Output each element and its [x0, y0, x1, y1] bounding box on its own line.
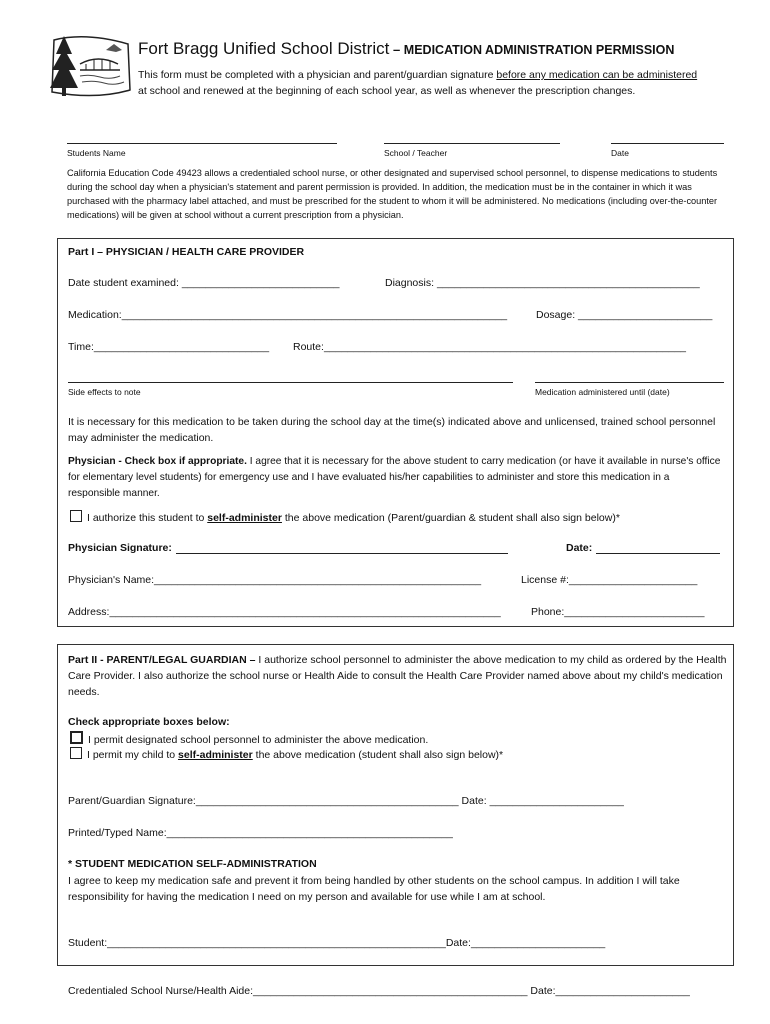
- parent-signature-field[interactable]: _____________________________________________: [195, 795, 459, 807]
- authorize-self-admin-row: [70, 510, 620, 525]
- permit-personnel-text: I permit designated school personnel to administer the above medication.: [88, 734, 429, 746]
- top-date-line[interactable]: [611, 143, 724, 144]
- medication-label: Medication:: [68, 309, 122, 321]
- part1-heading: Part I – PHYSICIAN / HEALTH CARE PROVIDER: [68, 246, 305, 258]
- printed-name-row: [68, 826, 453, 840]
- student-signature-label: Student:: [68, 937, 108, 949]
- education-code-text: California Education Code 49423 allows a credentialed school nurse, or other designated and supervised school personnel, to dispense medications to students during the school day when a physician's statement and parent permission is provided. In addition, the medication must be in the container in which it was purchased with the pharmacy label attached, and must be prescribed for the student to whom it will be administered. No medications (including over-the-counter medications) will be given at school without a current prescription from a physician.: [67, 168, 718, 220]
- part2-heading: Part II - PARENT/LEGAL GUARDIAN –: [68, 654, 259, 666]
- nurse-signature-field[interactable]: _______________________________________________: [253, 985, 528, 997]
- dosage-row: [536, 308, 712, 322]
- printed-name-label: Printed/Typed Name:: [68, 827, 167, 839]
- time-field[interactable]: ______________________________: [93, 341, 270, 353]
- school-teacher-label: School / Teacher: [384, 148, 448, 158]
- student-name-label: Students Name: [67, 148, 126, 158]
- nurse-date-field[interactable]: _______________________: [555, 985, 690, 997]
- student-name-line[interactable]: [67, 143, 337, 144]
- student-date-label: Date:: [445, 937, 471, 949]
- address-field[interactable]: ___________________________________________________________________: [109, 606, 501, 618]
- dosage-label: Dosage:: [536, 309, 579, 321]
- medication-row: [68, 308, 507, 322]
- authorize-self-admin-checkbox[interactable]: [70, 510, 82, 522]
- nurse-signature-label: Credentialed School Nurse/Health Aide:: [68, 985, 254, 997]
- physician-name-row: [68, 573, 481, 587]
- time-row: [68, 340, 269, 354]
- physician-check-heading: Physician - Check box if appropriate.: [68, 456, 247, 467]
- physician-signature-line[interactable]: [176, 553, 508, 554]
- check-boxes-heading: Check appropriate boxes below:: [68, 716, 230, 728]
- route-label: Route:: [293, 341, 324, 353]
- intro-line-2: at school and renewed at the beginning of each school year, as well as whenever the prescription changes.: [138, 85, 636, 97]
- time-label: Time:: [68, 341, 94, 353]
- parent-signature-row: [68, 794, 624, 808]
- authorize-text-a: I authorize this student to: [87, 512, 208, 524]
- phone-label: Phone:: [531, 606, 565, 618]
- physician-signature-date-label: Date:: [566, 542, 593, 554]
- medication-field[interactable]: __________________________________________________________________: [121, 309, 508, 321]
- parent-date-field[interactable]: _______________________: [489, 795, 624, 807]
- license-field[interactable]: ______________________: [568, 574, 698, 586]
- permit-personnel-row: [70, 731, 428, 747]
- address-row: [68, 605, 501, 619]
- diagnosis-label: Diagnosis:: [385, 277, 437, 289]
- license-label: License #:: [521, 574, 569, 586]
- physician-signature-label: Physician Signature:: [68, 542, 172, 554]
- side-effects-label: Side effects to note: [68, 387, 141, 397]
- permit-child-text-a: I permit my child to: [87, 749, 179, 761]
- administered-until-label: Medication administered until (date): [535, 387, 670, 397]
- diagnosis-field[interactable]: _____________________________________________: [436, 277, 700, 289]
- diagnosis-row: [385, 276, 700, 290]
- physician-check-paragraph: [68, 454, 723, 502]
- authorize-text-underlined: self-administer: [207, 512, 282, 524]
- self-admin-text: I agree to keep my medication safe and prevent it from being handled by other students on the school campus. In addition I will take responsibility for having the medication I need on my person and available for use while I am at school.: [68, 875, 680, 903]
- tree-bridge-logo-icon: [46, 30, 136, 102]
- intro-text-a: This form must be completed with a physician and parent/guardian signature: [138, 69, 497, 81]
- top-date-label: Date: [611, 148, 629, 158]
- intro-text-underlined: before any medication can be administered: [496, 69, 698, 81]
- necessity-text: It is necessary for this medication to be taken during the school day at the time(s) indicated above and unlicensed, trained school personnel may administer the medication.: [68, 416, 716, 444]
- intro-line-1: [138, 68, 697, 82]
- route-field[interactable]: ______________________________________________________________: [323, 341, 686, 353]
- form-title: MEDICATION ADMINISTRATION PERMISSION: [403, 43, 675, 57]
- permit-child-checkbox[interactable]: [70, 747, 82, 759]
- nurse-date-label: Date:: [527, 985, 556, 997]
- permit-child-text-underlined: self-administer: [178, 749, 253, 761]
- administered-until-line[interactable]: [535, 382, 724, 383]
- physician-check-text: I agree that it is necessary for the above student to carry medication (or have it available in nurse's office for elementary level students) for emergency use and I have evaluated his/her capabilities to administer and store this medication in a responsible manner.: [68, 456, 721, 499]
- physician-signature-date-line[interactable]: [596, 553, 720, 554]
- route-row: [293, 340, 686, 354]
- dosage-field[interactable]: _______________________: [578, 309, 713, 321]
- nurse-signature-row: [68, 984, 690, 998]
- form-header: [138, 38, 674, 61]
- phone-field[interactable]: ________________________: [564, 606, 705, 618]
- self-admin-heading: * STUDENT MEDICATION SELF-ADMINISTRATION: [68, 858, 317, 870]
- physician-name-field[interactable]: ________________________________________________________: [154, 574, 482, 586]
- address-label: Address:: [68, 606, 110, 618]
- parent-signature-label: Parent/Guardian Signature:: [68, 795, 196, 807]
- phone-row: [531, 605, 704, 619]
- date-examined-row: [68, 276, 340, 290]
- date-examined-field[interactable]: ___________________________: [181, 277, 340, 289]
- school-teacher-line[interactable]: [384, 143, 560, 144]
- side-effects-line[interactable]: [68, 382, 513, 383]
- student-signature-field[interactable]: __________________________________________________________: [107, 937, 446, 949]
- district-name: Fort Bragg Unified School District: [138, 39, 390, 58]
- part2-intro: [68, 652, 728, 700]
- header-dash: –: [389, 42, 404, 57]
- permit-personnel-checkbox[interactable]: [70, 731, 83, 744]
- district-logo: [46, 30, 136, 102]
- authorize-text-b: the above medication (Parent/guardian & student shall also sign below)*: [281, 512, 620, 524]
- permit-child-text-b: the above medication (student shall also sign below)*: [252, 749, 504, 761]
- physician-name-label: Physician's Name:: [68, 574, 155, 586]
- student-signature-row: [68, 936, 605, 950]
- parent-date-label: Date:: [458, 795, 490, 807]
- student-date-field[interactable]: _______________________: [470, 937, 606, 949]
- printed-name-field[interactable]: _________________________________________________: [166, 827, 453, 839]
- date-examined-label: Date student examined:: [68, 277, 182, 289]
- license-row: [521, 573, 697, 587]
- permit-child-row: [70, 747, 503, 762]
- part2-intro-text: I authorize school personnel to administer the above medication to my child as ordered by the Health Care Provider. I also authorize the school nurse or Health Aide to consult the Health Care Provider named above about my child's medication needs.: [68, 654, 727, 698]
